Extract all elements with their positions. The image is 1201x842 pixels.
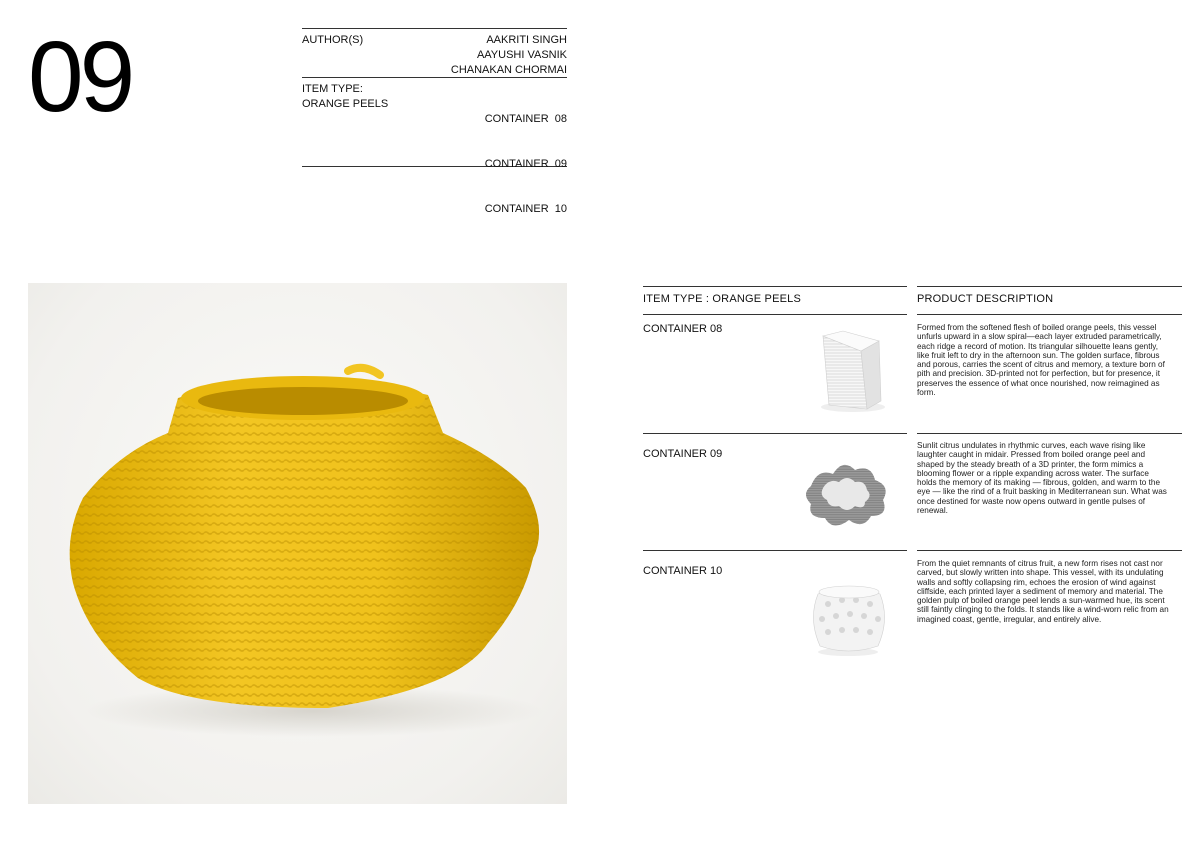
container-09-thumbnail <box>793 446 903 546</box>
container-08-render <box>793 321 903 431</box>
item-type-row <box>302 78 567 215</box>
yellow-vessel-image <box>28 283 567 804</box>
table-divider <box>917 433 1182 434</box>
product-table <box>643 286 1182 666</box>
table-divider <box>643 433 907 434</box>
container-08-thumbnail <box>793 321 903 431</box>
container-10-thumbnail <box>798 564 898 664</box>
item-type-block <box>302 82 388 166</box>
table-header-right: PRODUCT DESCRIPTION <box>917 293 1054 305</box>
page-number: 09 <box>28 21 132 133</box>
table-divider <box>917 286 1182 287</box>
container-list <box>484 82 567 215</box>
container-name: CONTAINER 10 <box>484 203 567 215</box>
author-name: CHANAKAN CHORMAI <box>450 64 567 76</box>
author-row <box>302 29 567 77</box>
container-name: CONTAINER 09 <box>484 158 567 170</box>
container-label: CONTAINER 10 <box>643 565 723 577</box>
product-photo <box>28 283 567 804</box>
author-name: AAKRITI SINGH <box>486 34 567 46</box>
item-type-label: ITEM TYPE: <box>302 83 363 95</box>
container-name: CONTAINER 08 <box>484 113 567 125</box>
item-type-value: ORANGE PEELS <box>302 98 389 110</box>
table-divider <box>643 550 907 551</box>
meta-block <box>302 28 567 215</box>
container-label: CONTAINER 09 <box>643 448 723 460</box>
table-divider <box>643 286 907 287</box>
container-09-render <box>793 446 903 546</box>
container-description: Formed from the softened flesh of boiled orange peels, this vessel unfurls upward in a slow spiral—each layer extruded parametrically, each ridge a record of motion. Its triangular silhouette leans gently, like fruit left to dry in the afternoon sun. The golden surface, fibrous and porous, carries the scent of citrus and memory, a texture born of pith and precision. 3D-printed not for perfection, but for presence, it preserves the essence of what once nourished, now reimagined as form. <box>917 323 1165 398</box>
author-label: AUTHOR(S) <box>302 34 364 46</box>
author-name: AAYUSHI VASNIK <box>476 49 567 61</box>
table-divider <box>917 550 1182 551</box>
table-header-left: ITEM TYPE : ORANGE PEELS <box>643 293 802 305</box>
container-description: Sunlit citrus undulates in rhythmic curves, each wave rising like laughter caught in midair. Pressed from boiled orange peel and shaped by the steady breath of a 3D printer, the form mimics a blooming flower or a ripple expanding across water. The surface holds the memory of its making — fibrous, golden, and warm to the eye — like the rind of a fruit basking in Mediterranean sun. What was once destined for waste now opens outward in gentle pulses of renewal. <box>917 441 1167 516</box>
container-label: CONTAINER 08 <box>643 323 723 335</box>
author-list <box>451 33 567 77</box>
container-10-render <box>798 564 898 664</box>
table-divider <box>643 314 907 315</box>
container-description: From the quiet remnants of citrus fruit, a new form rises not cast nor carved, but slowly written into shape. This vessel, with its undulating walls and softly collapsing rim, echoes the erosion of wind against cliffside, each printed layer a sediment of memory and material. The golden pulp of boiled orange peel lends a sun-warmed hue, its scent still faintly clinging to the folds. It stands like a wind-worn relic from an imagined coast, gentle, irregular, and entirely alive. <box>917 559 1169 624</box>
table-divider <box>917 314 1182 315</box>
